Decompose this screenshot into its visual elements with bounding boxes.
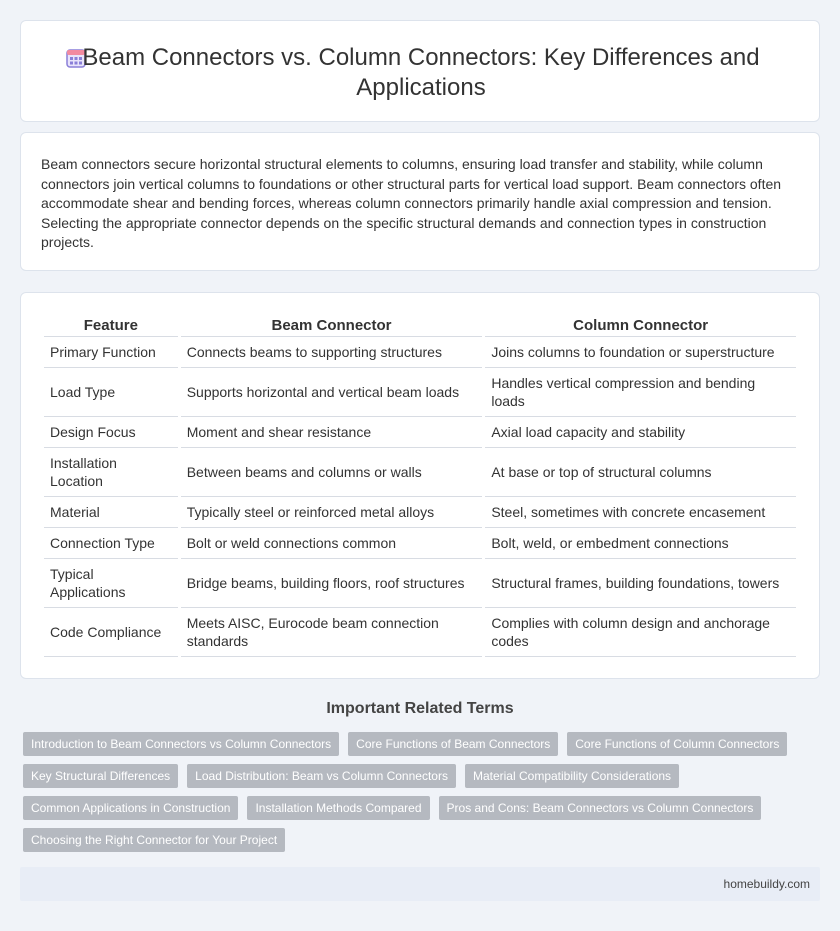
table-cell: Typical Applications: [44, 559, 178, 608]
table-cell: Between beams and columns or walls: [181, 448, 483, 497]
comparison-card: [20, 292, 820, 679]
table-cell: Code Compliance: [44, 608, 178, 657]
related-term-tag[interactable]: Core Functions of Beam Connectors: [348, 732, 558, 756]
table-row: [44, 448, 796, 497]
table-cell: Connection Type: [44, 528, 178, 559]
column-header-feature: Feature: [44, 315, 178, 337]
table-header-row: [44, 315, 796, 337]
intro-card: [20, 132, 820, 271]
table-cell: At base or top of structural columns: [485, 448, 796, 497]
table-row: [44, 337, 796, 368]
table-cell: Axial load capacity and stability: [485, 417, 796, 448]
table-cell: Typically steel or reinforced metal alloys: [181, 497, 483, 528]
related-terms-heading: Important Related Terms: [326, 700, 514, 717]
table-row: [44, 368, 796, 417]
comparison-table: [41, 315, 799, 657]
related-term-tag[interactable]: Key Structural Differences: [23, 764, 178, 788]
table-cell: Moment and shear resistance: [181, 417, 483, 448]
header-card: [20, 20, 820, 122]
intro-paragraph: Beam connectors secure horizontal structural elements to columns, ensuring load transfer and stability, while column connectors join vertical columns to foundations or other structural parts for vertical load support. Beam connectors often accommodate shear and bending forces, whereas column connectors primarily handle axial compression and tension. Selecting the appropriate connector depends on the specific structural demands and connection types in construction projects.: [41, 156, 782, 251]
related-term-tag[interactable]: Pros and Cons: Beam Connectors vs Column Connectors: [439, 796, 762, 820]
page-title: Beam Connectors vs. Column Connectors: Key Differences and Applications: [82, 44, 760, 101]
table-cell: Connects beams to supporting structures: [181, 337, 483, 368]
table-cell: Structural frames, building foundations, towers: [485, 559, 796, 608]
table-cell: Bolt, weld, or embedment connections: [485, 528, 796, 559]
footer: [20, 867, 820, 901]
table-row: [44, 528, 796, 559]
table-cell: Primary Function: [44, 337, 178, 368]
footer-site-link[interactable]: homebuildy.com: [723, 877, 810, 891]
table-cell: Handles vertical compression and bending loads: [485, 368, 796, 417]
table-cell: Bolt or weld connections common: [181, 528, 483, 559]
table-cell: Meets AISC, Eurocode beam connection standards: [181, 608, 483, 657]
related-term-tag[interactable]: Core Functions of Column Connectors: [567, 732, 787, 756]
related-term-tag[interactable]: Installation Methods Compared: [247, 796, 429, 820]
table-cell: Load Type: [44, 368, 178, 417]
table-cell: Joins columns to foundation or superstructure: [485, 337, 796, 368]
table-cell: Design Focus: [44, 417, 178, 448]
related-term-tag[interactable]: Choosing the Right Connector for Your Project: [23, 828, 285, 852]
table-cell: Steel, sometimes with concrete encasement: [485, 497, 796, 528]
column-header-column: Column Connector: [485, 315, 796, 337]
related-term-tag[interactable]: Material Compatibility Considerations: [465, 764, 679, 788]
table-row: [44, 559, 796, 608]
table-cell: Complies with column design and anchorage codes: [485, 608, 796, 657]
related-term-tag[interactable]: Introduction to Beam Connectors vs Column Connectors: [23, 732, 339, 756]
related-terms-list: [23, 732, 803, 860]
column-header-beam: Beam Connector: [181, 315, 483, 337]
table-row: [44, 608, 796, 657]
table-row: [44, 417, 796, 448]
table-row: [44, 497, 796, 528]
table-cell: Installation Location: [44, 448, 178, 497]
table-cell: Supports horizontal and vertical beam loads: [181, 368, 483, 417]
related-term-tag[interactable]: Common Applications in Construction: [23, 796, 238, 820]
related-term-tag[interactable]: Load Distribution: Beam vs Column Connectors: [187, 764, 456, 788]
table-cell: Material: [44, 497, 178, 528]
table-cell: Bridge beams, building floors, roof structures: [181, 559, 483, 608]
